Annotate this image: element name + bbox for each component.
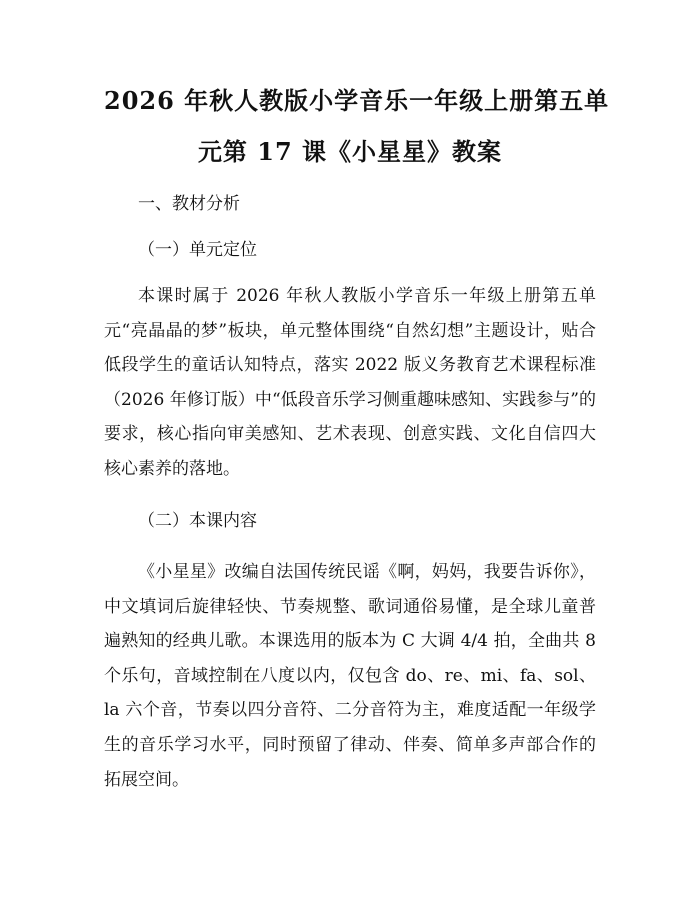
document-title-line-2: 元第 17 课《小星星》教案 [197,137,503,166]
subsection-heading-unit-positioning: （一）单元定位 [138,240,257,260]
paragraph-unit-positioning: 本课时属于 2026 年秋人教版小学音乐一年级上册第五单元“亮晶晶的梦”板块，单元整体围绕“自然幻想”主题设计，贴合低段学生的童话认知特点，落实 2022 版义务教育艺术课程标准（2026 年修订版）中“低段音乐学习侧重趣味感知、实践参与”的要求，核心指向审美感知、艺术表现、创意实践、文化自信四大核心素养的落地。 [104,286,596,479]
subsection-heading-lesson-content: （二）本课内容 [138,511,257,531]
document-title-line-1: 2026 年秋人教版小学音乐一年级上册第五单 [104,86,610,115]
section-heading-textbook-analysis: 一、教材分析 [138,194,240,214]
paragraph-lesson-content: 《小星星》改编自法国传统民谣《啊，妈妈，我要告诉你》，中文填词后旋律轻快、节奏规整、歌词通俗易懂，是全球儿童普遍熟知的经典儿歌。本课选用的版本为 C 大调 4/4 拍，全曲共 8 个乐句，音域控制在八度以内，仅包含 do、re、mi、fa、sol、la 六个音，节奏以四分音符、二分音符为主，难度适配一年级学生的音乐学习水平，同时预留了律动、伴奏、简单多声部合作的拓展空间。 [104,562,596,790]
